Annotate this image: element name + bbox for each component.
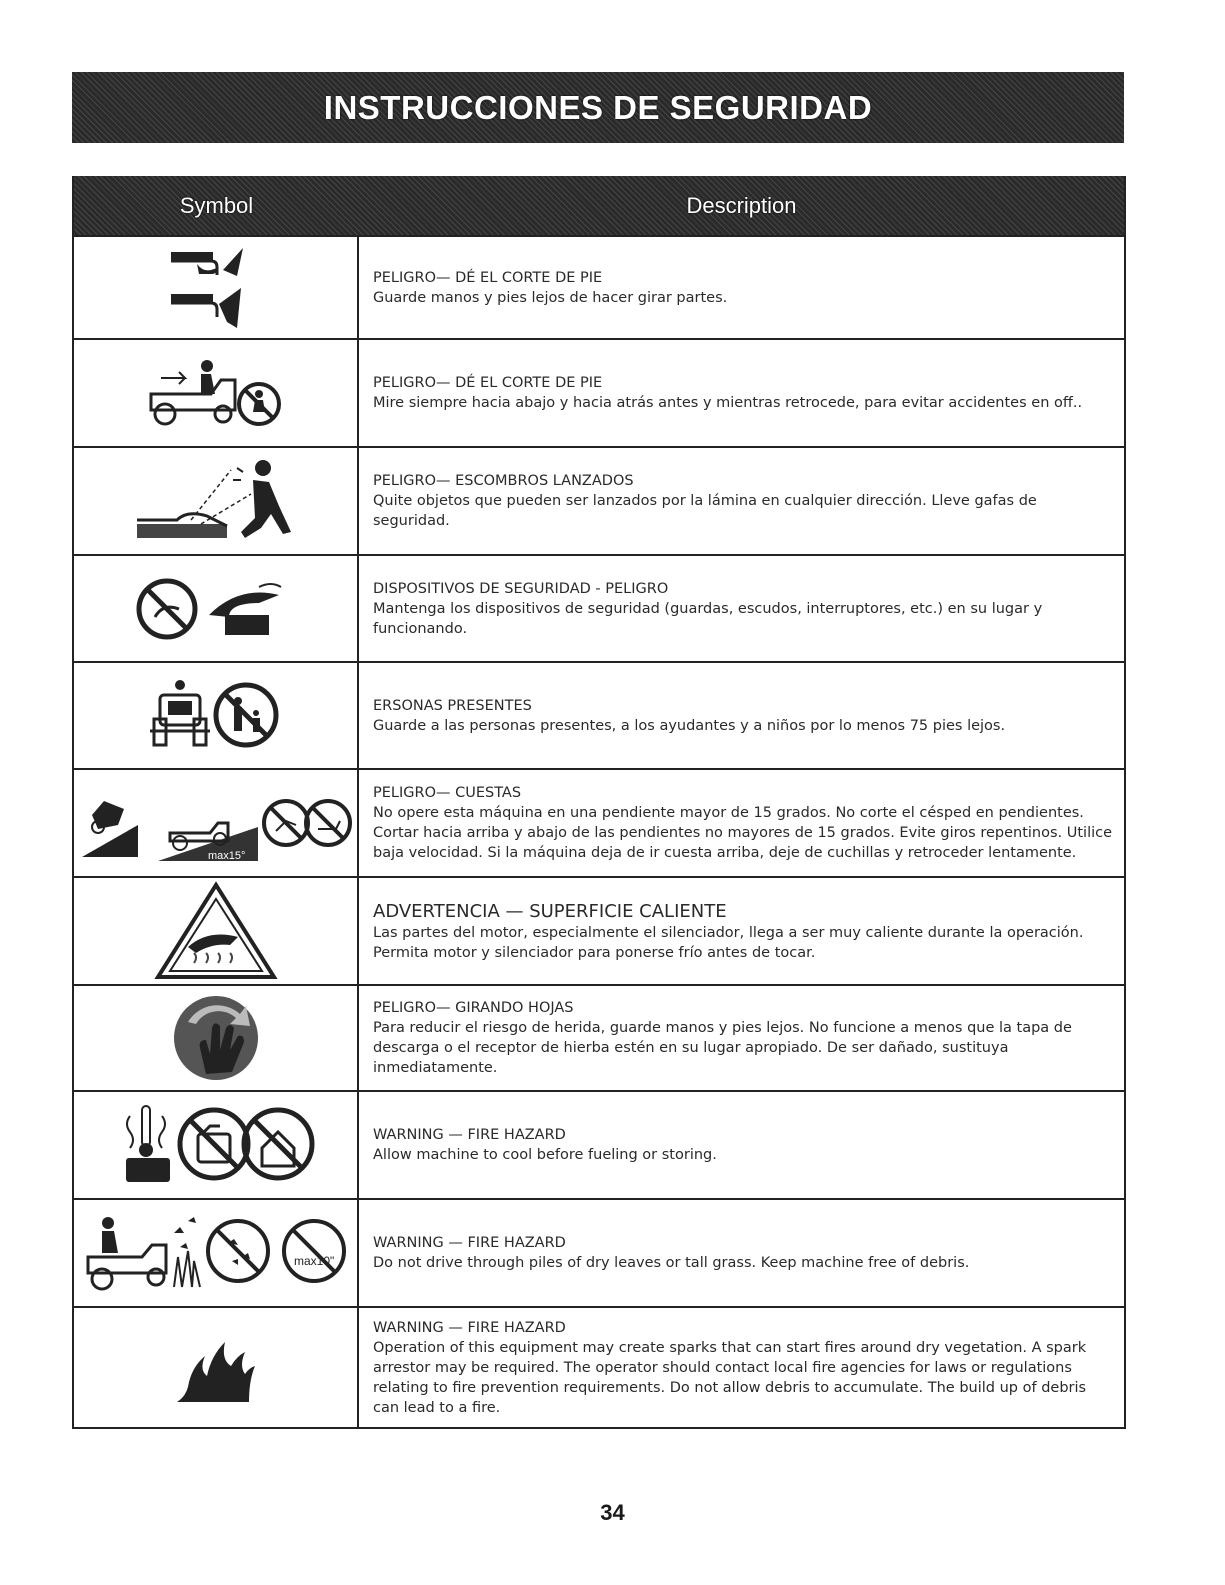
description-cell	[359, 237, 1124, 338]
warning-text: Guarde a las personas presentes, a los ayudantes y a niños por lo menos 75 pies lejos.	[373, 717, 1006, 734]
warning-text: Para reducir el riesgo de herida, guarde manos y pies lejos. No funcione a menos que la tapa de descarga o el receptor de hierba estén en su lugar apropiado. De ser dañado, sustituya inmediatamente.	[373, 1020, 1072, 1076]
description-cell	[359, 1200, 1124, 1306]
warning-heading: PELIGRO— CUESTAS	[373, 785, 522, 801]
slope-max-label: max15°	[207, 850, 245, 862]
slopes-icon	[78, 775, 354, 871]
description-cell	[359, 340, 1124, 446]
description-cell	[359, 448, 1124, 554]
description-cell	[359, 663, 1124, 768]
symbol-cell	[74, 1200, 359, 1306]
fire-hazard-cool-icon	[116, 1100, 316, 1190]
table-row	[74, 768, 1124, 876]
description-cell	[359, 878, 1124, 984]
table-row	[74, 554, 1124, 661]
warning-heading: WARNING — FIRE HAZARD	[373, 1127, 566, 1143]
warning-text: Guarde manos y pies lejos de hacer girar partes.	[373, 289, 728, 306]
symbol-cell	[74, 770, 359, 876]
description-cell	[359, 1092, 1124, 1198]
symbol-cell	[74, 448, 359, 554]
fire-hazard-leaves-icon	[78, 1207, 354, 1299]
reverse-mowing-children-icon	[141, 348, 291, 438]
hand-foot-blade-icon	[161, 242, 271, 334]
warning-text: Quite objetos que pueden ser lanzados por la lámina en cualquier dirección. Lleve gafas de seguridad.	[373, 493, 1037, 529]
warning-heading: WARNING — FIRE HAZARD	[373, 1235, 566, 1251]
table-row	[74, 876, 1124, 984]
warning-text: Allow machine to cool before fueling or storing.	[373, 1147, 717, 1163]
hot-surface-icon	[154, 881, 278, 981]
table-row	[74, 1090, 1124, 1198]
title-banner	[72, 72, 1124, 143]
symbol-cell	[74, 237, 359, 338]
symbol-column-header: Symbol	[179, 192, 254, 218]
table-row	[74, 338, 1124, 446]
warning-heading: DISPOSITIVOS DE SEGURIDAD - PELIGRO	[373, 580, 669, 597]
description-cell	[359, 986, 1124, 1090]
bystanders-icon	[146, 673, 286, 759]
warning-heading: ERSONAS PRESENTES	[373, 697, 532, 714]
table-row	[74, 661, 1124, 768]
symbol-cell	[74, 878, 359, 984]
thrown-objects-icon	[131, 454, 301, 549]
warning-text: Do not drive through piles of dry leaves or tall grass. Keep machine free of debris.	[373, 1255, 970, 1271]
warning-text: Mire siempre hacia abajo y hacia atrás antes y mientras retrocede, para evitar accidentes en off..	[373, 395, 1083, 411]
warning-heading: ADVERTENCIA — SUPERFICIE CALIENTE	[373, 900, 727, 922]
description-cell	[359, 770, 1124, 876]
page-title: INSTRUCCIONES DE SEGURIDAD	[323, 88, 873, 126]
table-row	[74, 984, 1124, 1090]
warning-heading: PELIGRO— ESCOMBROS LANZADOS	[373, 473, 634, 489]
grass-max-label: max10"	[293, 1254, 334, 1268]
fire-flames-icon	[171, 1328, 261, 1408]
table-row	[74, 446, 1124, 554]
warning-heading: PELIGRO— GIRANDO HOJAS	[373, 1000, 574, 1016]
safety-symbol-table	[72, 176, 1126, 1429]
table-row	[74, 1198, 1124, 1306]
rotating-blades-icon	[166, 990, 266, 1086]
warning-heading: PELIGRO— DÉ EL CORTE DE PIE	[373, 269, 603, 286]
warning-heading: PELIGRO— DÉ EL CORTE DE PIE	[373, 375, 603, 391]
symbol-cell	[74, 556, 359, 661]
warning-text: Las partes del motor, especialmente el silenciador, llega a ser muy caliente durante la operación. Permita motor y silenciador para ponerse frío antes de tocar.	[373, 924, 1084, 961]
warning-text: Mantenga los dispositivos de seguridad (guardas, escudos, interruptores, etc.) en su lugar y funcionando.	[373, 600, 1043, 637]
symbol-cell	[74, 340, 359, 446]
safety-devices-icon	[131, 569, 301, 649]
symbol-cell	[74, 986, 359, 1090]
table-row	[74, 235, 1124, 338]
warning-text: No opere esta máquina en una pendiente mayor de 15 grados. No corte el césped en pendientes. Cortar hacia arriba y abajo de las pendientes no mayores de 15 grados. Evite giros repentinos. Utilice baja velocidad. Si la máquina deja de ir cuesta arriba, deje de cuchillas y retroceder lentamente.	[373, 805, 1113, 861]
description-column-header: Description	[686, 192, 797, 218]
warning-text: Operation of this equipment may create sparks that can start fires around dry vegetation. A spark arrestor may be required. The operator should contact local fire agencies for laws or regulations relating to fire prevention requirements. Do not allow debris to accumulate. The build up of debris can lead to a fire.	[373, 1339, 1087, 1416]
symbol-cell	[74, 1092, 359, 1198]
symbol-cell	[74, 663, 359, 768]
description-cell	[359, 556, 1124, 661]
description-cell	[359, 1308, 1124, 1427]
symbol-cell	[74, 1308, 359, 1427]
table-header	[74, 176, 1124, 235]
table-row	[74, 1306, 1124, 1427]
warning-heading: WARNING — FIRE HAZARD	[373, 1319, 566, 1336]
page-number: 34	[600, 1500, 625, 1525]
